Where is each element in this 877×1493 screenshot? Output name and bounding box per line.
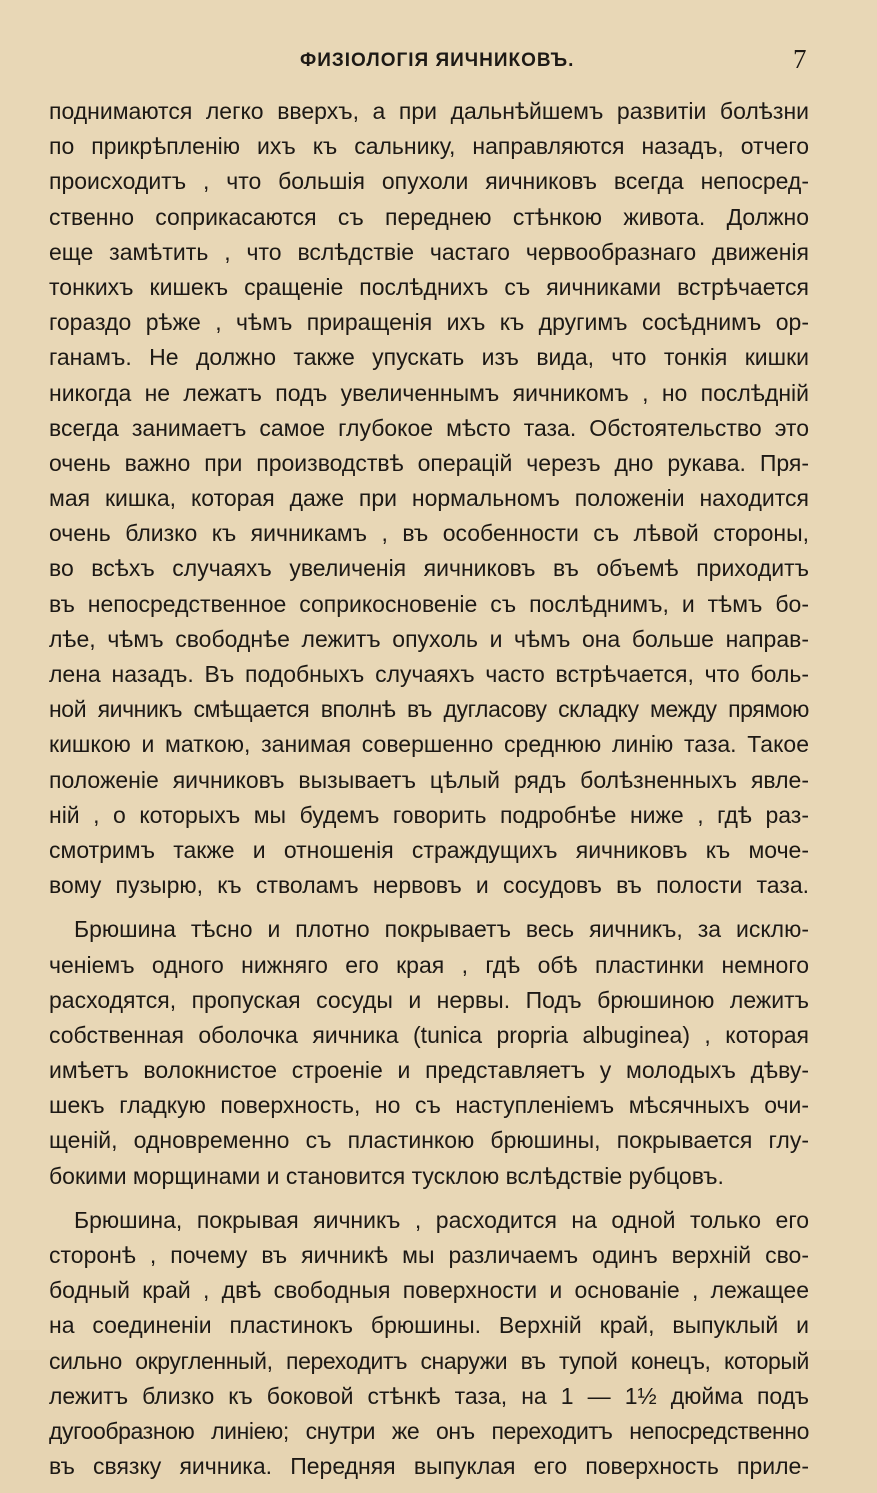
- text-line: въ связку яичника. Передняя выпуклая его поверхность прилe-: [49, 1453, 809, 1480]
- text-line: очень важно при производствѣ операцій черезъ дно рукава. Пря-: [49, 449, 809, 476]
- page-header: [0, 44, 877, 78]
- text-line: бокими морщинами и становится тусклою вслѣдствіе рубцовъ.: [49, 1162, 724, 1189]
- body-text: [49, 94, 809, 1493]
- text-line: никогда не лежатъ подъ увеличеннымъ яичникомъ , но послѣдній: [49, 379, 809, 406]
- text-line: тонкихъ кишекъ сращеніе послѣднихъ съ яичниками встрѣчается: [49, 273, 809, 300]
- text-line: происходитъ , что большія опухоли яичниковъ всегда непосред-: [49, 168, 809, 195]
- text-line: дугообразною линіею; снутри же онъ переходитъ непосредственно: [49, 1417, 809, 1444]
- page-number: 7: [793, 44, 807, 74]
- text-line: поднимаются легко вверхъ, а при дальнѣйшемъ развитіи болѣзни: [49, 98, 809, 124]
- text-line: сторонѣ , почему въ яичникѣ мы различаемъ одинъ верхній сво-: [49, 1242, 809, 1268]
- text-line: гораздо рѣже , чѣмъ приращенія ихъ къ другимъ сосѣднимъ ор-: [49, 309, 809, 336]
- text-line: всегда занимаетъ самое глубокое мѣсто таза. Обстоятельство это: [49, 414, 809, 441]
- text-line: лена назадъ. Въ подобныхъ случаяхъ часто встрѣчается, что боль-: [49, 661, 809, 687]
- text-line: еще замѣтить , что вслѣдствіе частаго червообразнаго движенія: [49, 238, 809, 265]
- text-line: ственно соприкасаются съ переднею стѣнкою живота. Должно: [49, 203, 809, 230]
- text-line: вому пузырю, къ стволамъ нервовъ и сосудовъ въ полости таза.: [49, 872, 809, 899]
- text-line: имѣетъ волокнистое строеніе и представляетъ у молодыхъ дѣву-: [49, 1057, 809, 1084]
- text-line: положеніе яичниковъ вызываетъ цѣлый рядъ болѣзненныхъ явле-: [49, 766, 809, 793]
- text-line: собственная оболочка яичника (tunica propria albuginea) , которая: [49, 1021, 809, 1048]
- text-line: въ непосредственное соприкосновеніе съ послѣднимъ, и тѣмъ бо-: [49, 590, 809, 617]
- text-line: во всѣхъ случаяхъ увеличенія яичниковъ въ объемѣ приходитъ: [49, 555, 809, 582]
- text-line: мая кишка, которая даже при нормальномъ положеніи находится: [49, 485, 809, 512]
- text-line: лежитъ близко къ боковой стѣнкѣ таза, на 1 — 1½ дюйма подъ: [49, 1382, 809, 1409]
- text-line: шекъ гладкую поверхность, но съ наступленіемъ мѣсячныхъ очи-: [49, 1092, 809, 1119]
- text-line: сильно округленный, переходитъ снаружи въ тупой конецъ, который: [49, 1347, 809, 1374]
- text-line: ганамъ. Не должно также упускать изъ вида, что тонкія кишки: [49, 344, 809, 371]
- text-line: ной яичникъ смѣщается вполнѣ въ дугласову складку между прямою: [49, 696, 809, 723]
- text-line: Брюшина тѣсно и плотно покрываетъ весь яичникъ, за исклю-: [74, 916, 809, 943]
- text-line: Брюшина, покрывая яичникъ , расходится на одной только его: [74, 1206, 809, 1233]
- running-head: ФИЗІОЛОГІЯ ЯИЧНИКОВЪ.: [300, 50, 575, 71]
- paragraph-3: [49, 1203, 809, 1485]
- paragraph-2: [49, 912, 809, 1194]
- text-line: по прикрѣпленію ихъ къ сальнику, направляются назадъ, отчего: [49, 133, 809, 160]
- text-line: расходятся, пропуская сосуды и нервы. Подъ брюшиною лежитъ: [49, 986, 809, 1013]
- paragraph-1: [49, 94, 809, 903]
- text-line: кишкою и маткою, занимая совершенно среднюю линію таза. Такое: [49, 731, 809, 758]
- text-line: ній , о которыхъ мы будемъ говорить подробнѣе ниже , гдѣ раз-: [49, 801, 809, 828]
- text-line: на соединеніи пластинокъ брюшины. Верхній край, выпуклый и: [49, 1312, 809, 1339]
- text-line: щеній, одновременно съ пластинкою брюшины, покрывается глу-: [49, 1127, 809, 1154]
- text-line: бодный край , двѣ свободныя поверхности и основаніе , лежащее: [49, 1277, 809, 1304]
- text-line: очень близко къ яичникамъ , въ особенности съ лѣвой стороны,: [49, 520, 809, 547]
- text-line: ченіемъ одного нижняго его края , гдѣ обѣ пластинки немного: [49, 951, 809, 978]
- text-line: смотримъ также и отношенія страждущихъ яичниковъ къ моче-: [49, 836, 809, 863]
- text-line: лѣе, чѣмъ свободнѣе лежитъ опухоль и чѣмъ она больше направ-: [49, 625, 809, 652]
